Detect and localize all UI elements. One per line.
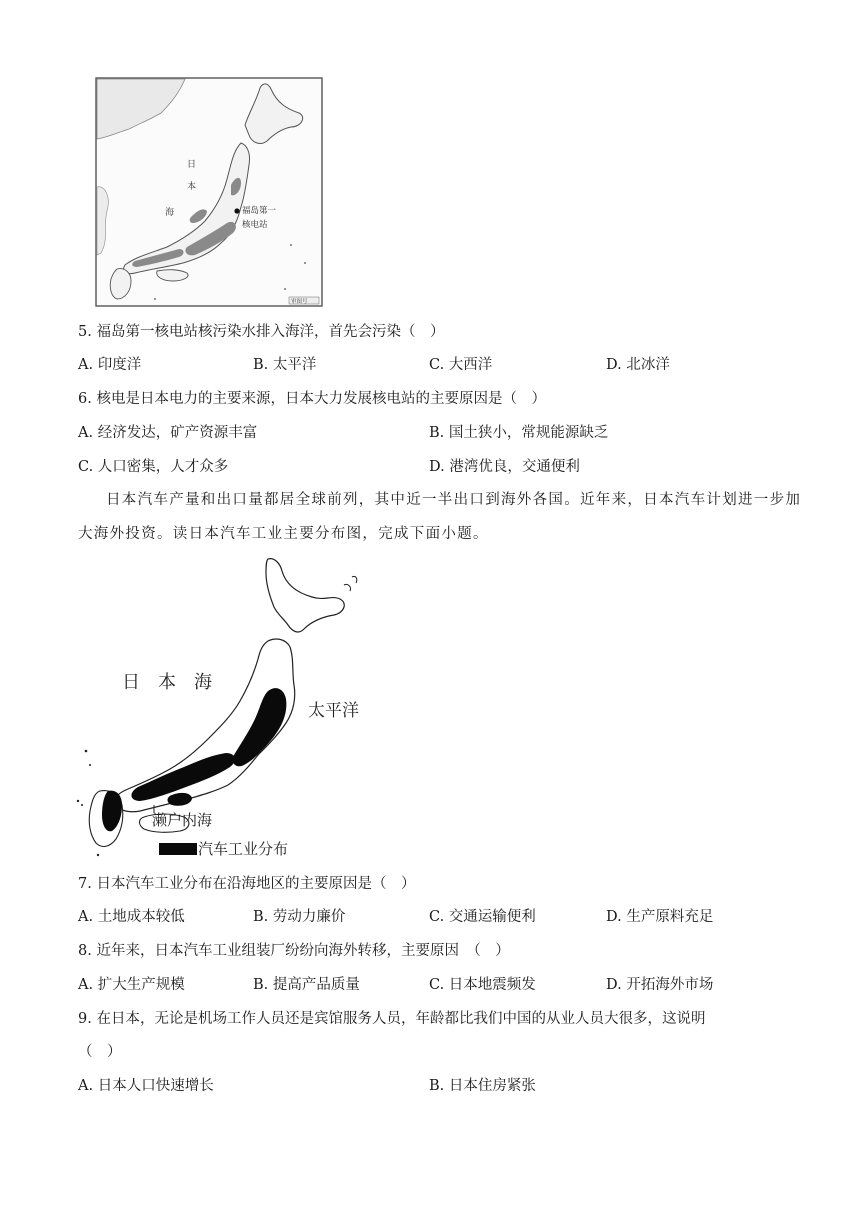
q5-option-a[interactable]: A. 印度洋 (78, 357, 142, 373)
q8-stem: 8. 近年来，日本汽车工业组装厂纷纷向海外转移，主要原因 （ ） (78, 943, 510, 959)
car-industry-map-figure (72, 555, 392, 865)
q9-stem-cont: （ ） (78, 1044, 122, 1060)
q9-option-b[interactable]: B. 日本住房紧张 (429, 1078, 536, 1094)
q6-stem: 6. 核电是日本电力的主要来源，日本大力发展核电站的主要原因是（ ） (78, 391, 546, 407)
hokkaido-shape (266, 559, 344, 632)
q6-option-c[interactable]: C. 人口密集，人才众多 (78, 459, 229, 475)
q7-option-c[interactable]: C. 交通运输便利 (429, 909, 536, 925)
q7-stem: 7. 日本汽车工业分布在沿海地区的主要原因是（ ） (78, 876, 416, 892)
sea-char: 本 (187, 182, 197, 192)
q5-option-b[interactable]: B. 太平洋 (253, 357, 317, 373)
legend-swatch (159, 843, 197, 855)
inland-sea-label: 濑户内海 (152, 811, 213, 829)
q8-option-c[interactable]: C. 日本地震频发 (429, 977, 536, 993)
q8-option-a[interactable]: A. 扩大生产规模 (78, 977, 185, 993)
q9-option-a[interactable]: A. 日本人口快速增长 (78, 1078, 214, 1094)
industrial-map (95, 77, 323, 307)
car-industry-map (72, 555, 392, 865)
q5-stem: 5. 福岛第一核电站核污染水排入海洋，首先会污染（ ） (78, 324, 445, 340)
sea-char: 日 (187, 160, 197, 170)
plant-label: 核电站 (242, 220, 268, 230)
q8-option-b[interactable]: B. 提高产品质量 (253, 977, 360, 993)
legend-label: 汽车工业分布 (198, 840, 289, 858)
q7-option-a[interactable]: A. 土地成本较低 (78, 909, 185, 925)
nuclear-plant-marker (234, 208, 239, 213)
q6-option-d[interactable]: D. 港湾优良，交通便利 (429, 459, 580, 475)
sea-char: 海 (165, 208, 175, 218)
q5-option-c[interactable]: C. 大西洋 (429, 357, 493, 373)
sea-label: 日 本 海 (122, 672, 212, 693)
industrial-map-figure (95, 77, 323, 307)
plant-label: 福岛第一 (242, 206, 277, 216)
q8-option-d[interactable]: D. 开拓海外市场 (606, 977, 714, 993)
q5-option-d[interactable]: D. 北冰洋 (606, 357, 670, 373)
passage-line-1: 日本汽车产量和出口量都居全球前列，其中近一半出口到海外各国。近年来，日本汽车计划进一步加 (106, 492, 802, 508)
q9-stem: 9. 在日本，无论是机场工作人员还是宾馆服务人员，年龄都比我们中国的从业人员大很多，这说明 (78, 1011, 706, 1027)
q6-option-b[interactable]: B. 国土狭小，常规能源缺乏 (429, 425, 609, 441)
q7-option-d[interactable]: D. 生产原料充足 (606, 909, 714, 925)
q7-option-b[interactable]: B. 劳动力廉价 (253, 909, 346, 925)
passage-line-2: 大海外投资。读日本汽车工业主要分布图，完成下面小题。 (78, 526, 489, 542)
map-stamp: 审图号 (291, 299, 308, 305)
ocean-label: 太平洋 (308, 701, 359, 721)
q6-option-a[interactable]: A. 经济发达，矿产资源丰富 (78, 425, 258, 441)
